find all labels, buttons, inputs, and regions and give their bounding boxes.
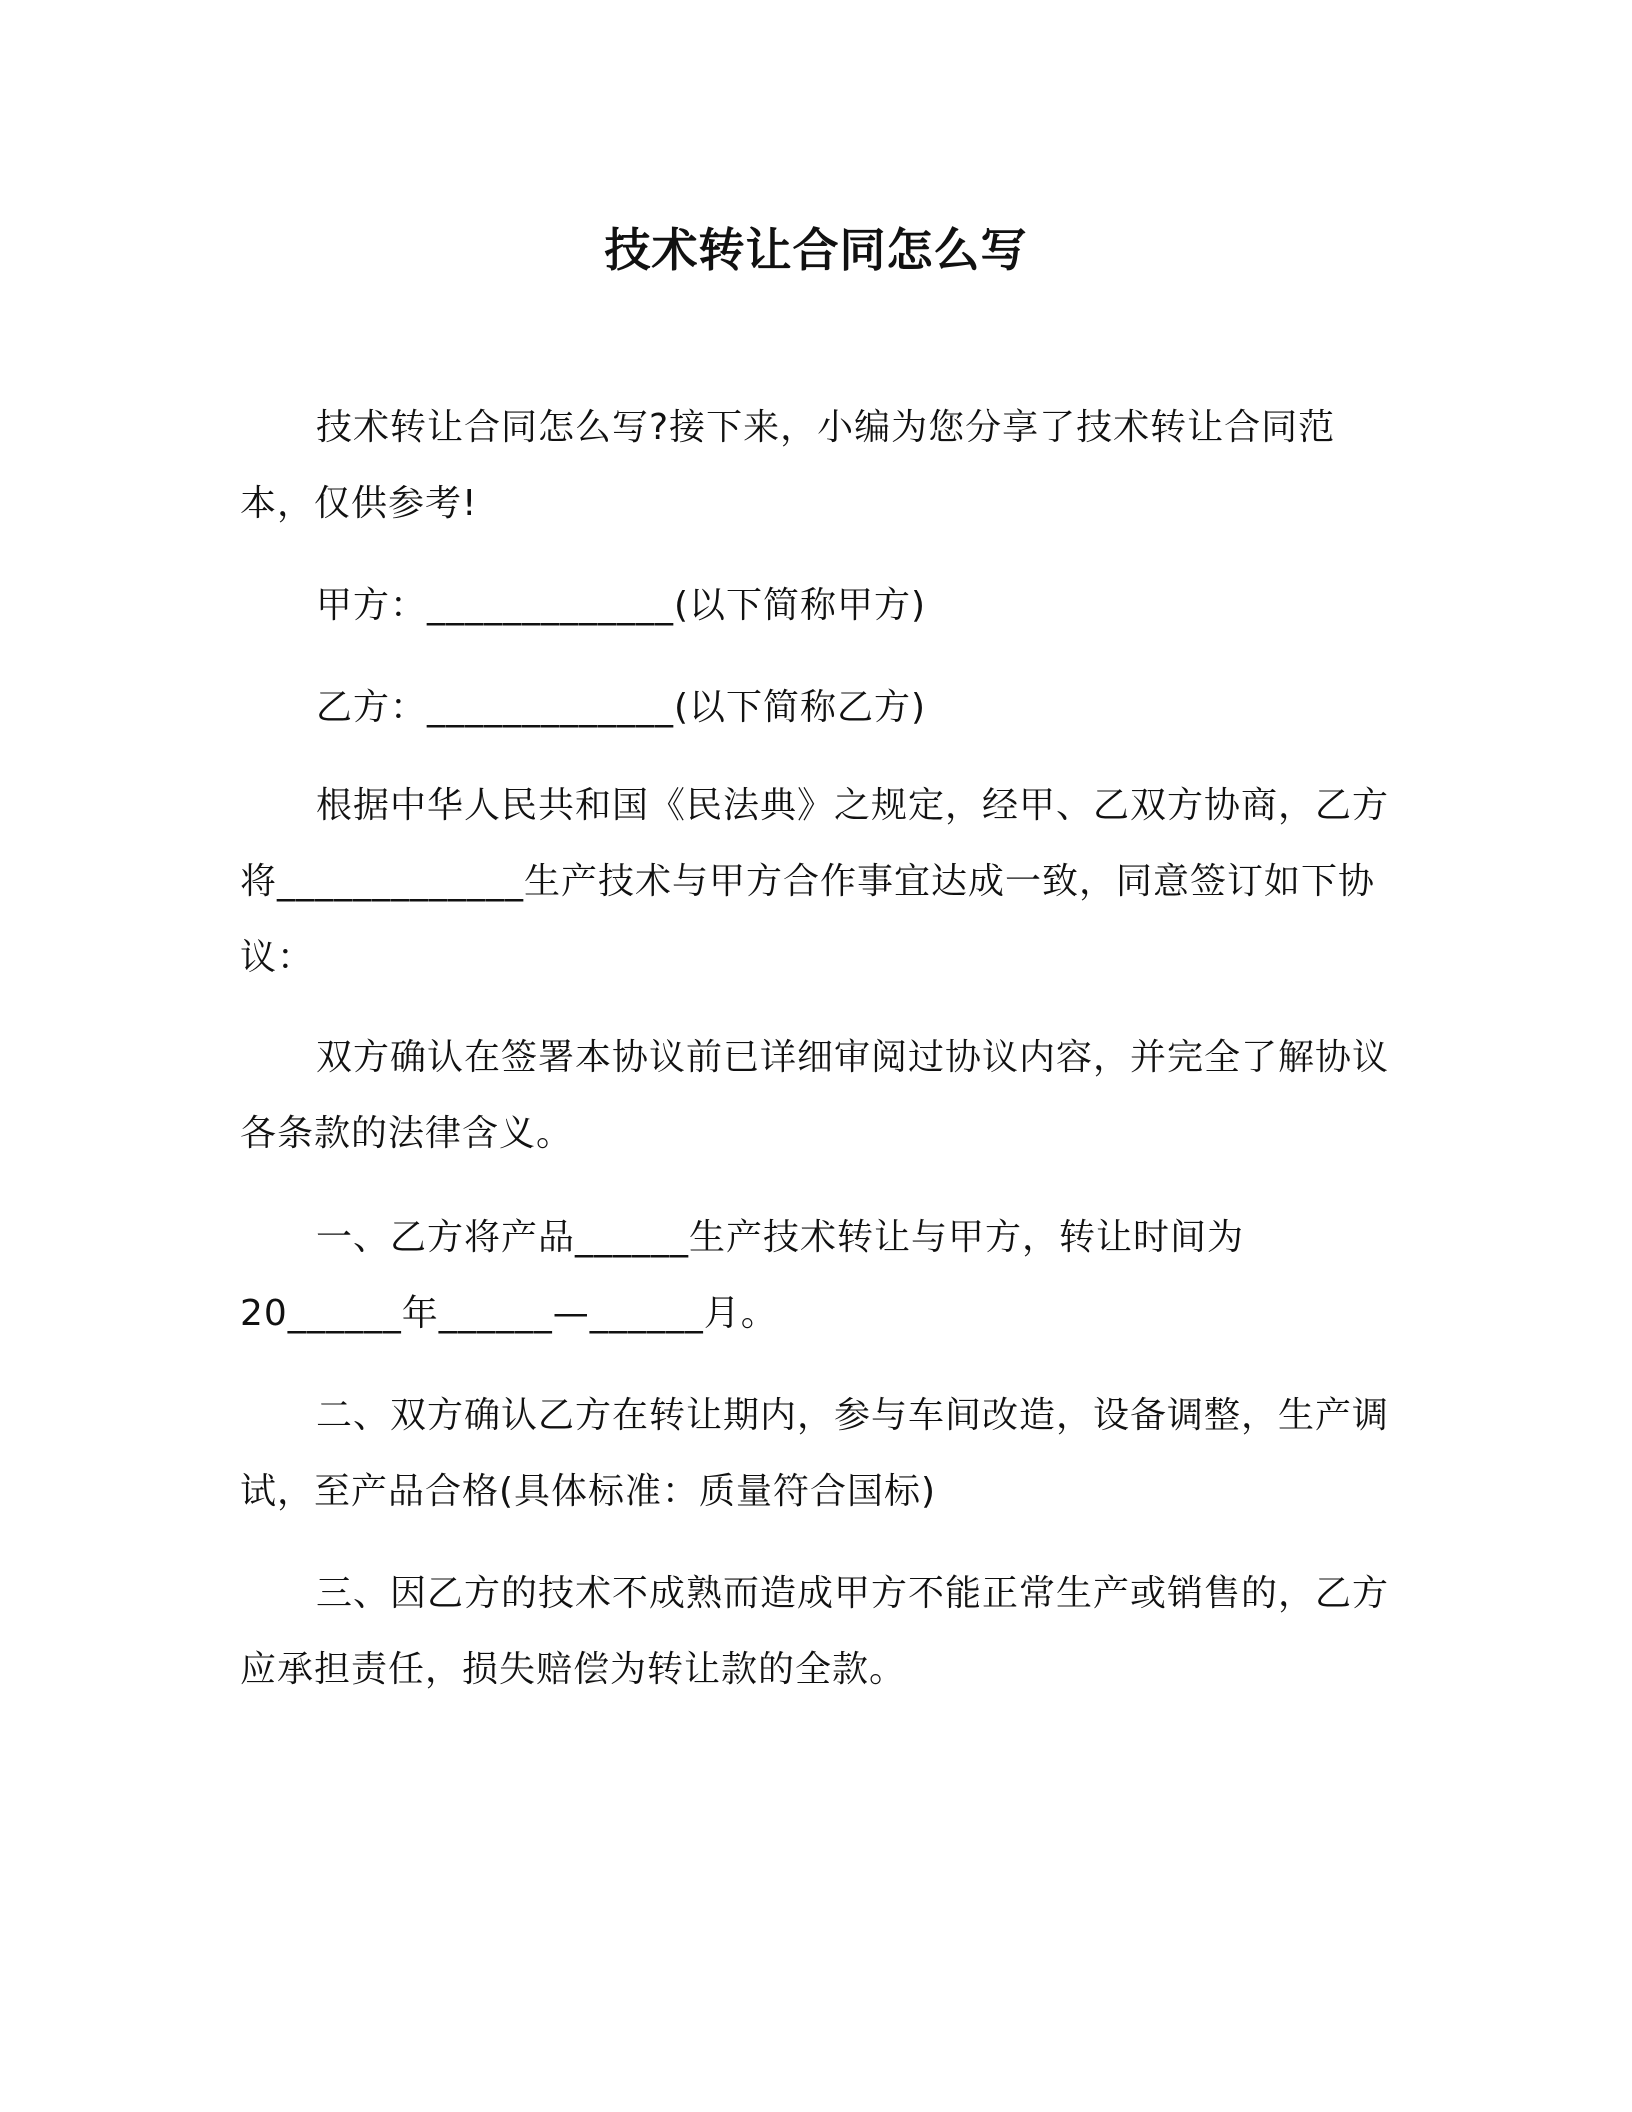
intro-paragraph: 技术转让合同怎么写?接下来，小编为您分享了技术转让合同范本，仅供参考! [240, 407, 1336, 524]
clause-2: 二、双方确认乙方在转让期内，参与车间改造，设备调整，生产调试，至产品合格(具体标准：质量符合国标) [240, 1395, 1390, 1512]
clause-1: 一、乙方将产品______生产技术转让与甲方，转让时间为20______年______—______月。 [240, 1217, 1245, 1334]
document-title: 技术转让合同怎么写 [604, 223, 1028, 277]
party-b-line: 乙方：_____________(以下简称乙方) [316, 687, 927, 728]
preamble-paragraph: 根据中华人民共和国《民法典》之规定，经甲、乙双方协商，乙方将_____________生产技术与甲方合作事宜达成一致，同意签订如下协议： [240, 785, 1390, 978]
confirmation-paragraph: 双方确认在签署本协议前已详细审阅过协议内容，并完全了解协议各条款的法律含义。 [240, 1037, 1390, 1154]
party-a-line: 甲方：_____________(以下简称甲方) [316, 585, 927, 626]
clause-3: 三、因乙方的技术不成熟而造成甲方不能正常生产或销售的，乙方应承担责任，损失赔偿为转让款的全款。 [240, 1573, 1390, 1690]
